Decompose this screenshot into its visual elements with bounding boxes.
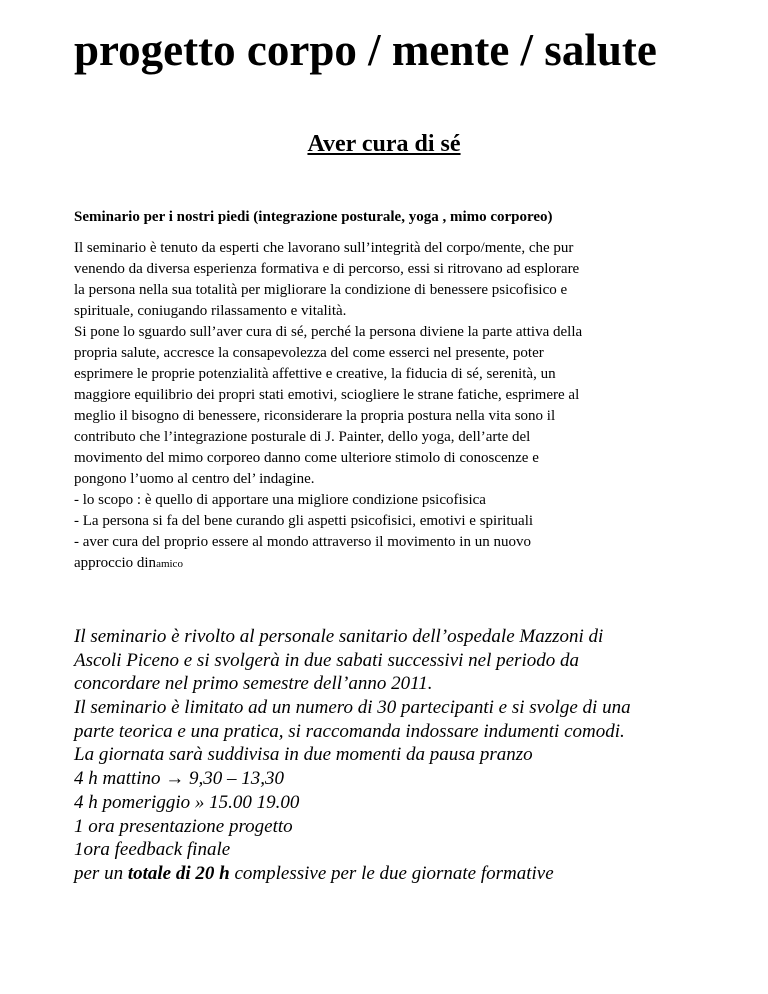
body-line: contributo che l’integrazione posturale di J. Painter, dello yoga, dell’arte del: [74, 429, 531, 445]
body-line: la persona nella sua totalità per migliorare la condizione di benessere psicofisico e: [74, 282, 568, 298]
body-line: spirituale, coniugando rilassamento e vitalità.: [74, 303, 347, 319]
detail-line: 4 h pomeriggio » 15.00 19.00: [74, 791, 300, 813]
detail-line: 1 ora presentazione progetto: [74, 815, 293, 837]
detail-line: 4 h mattino → 9,30 – 13,30: [74, 768, 285, 790]
body-line: meglio il bisogno di benessere, riconsiderare la propria postura nella vita sono il: [74, 408, 556, 424]
total-hours: totale di 20 h: [127, 862, 230, 884]
body-line: maggiore equilibrio dei propri stati emotivi, sciogliere le strane fatiche, esprimere al: [74, 387, 580, 403]
body-last-main: approccio din: [74, 555, 157, 571]
body-line: propria salute, accresce la consapevolezza del come esserci nel presente, poter: [74, 345, 544, 361]
detail-line: concordare nel primo semestre dell’anno 2011.: [74, 673, 433, 695]
body-paragraph: [74, 238, 714, 574]
body-line: venendo da diversa esperienza formativa e di percorso, essi si ritrovano ad esplorare: [74, 261, 580, 277]
body-last-small: amico: [156, 558, 183, 570]
body-line: Si pone lo sguardo sull’aver cura di sé, perché la persona diviene la parte attiva della: [74, 324, 583, 340]
seminar-heading: Seminario per i nostri piedi (integrazione posturale, yoga , mimo corporeo): [74, 209, 553, 225]
seminar-details: [74, 625, 734, 886]
detail-line: La giornata sarà suddivisa in due momenti da pausa pranzo: [74, 744, 533, 766]
body-line: - lo scopo : è quello di apportare una migliore condizione psicofisica: [74, 492, 486, 508]
detail-line: 1ora feedback finale: [74, 839, 231, 861]
body-line: pongono l’uomo al centro del’ indagine.: [74, 471, 315, 487]
detail-line: Il seminario è rivolto al personale sanitario dell’ospedale Mazzoni di: [74, 626, 604, 647]
document-title: progetto corpo / mente / salute: [74, 25, 657, 75]
detail-line: Ascoli Piceno e si svolgerà in due sabati successivi nel periodo da: [74, 649, 579, 671]
body-line: movimento del mimo corporeo danno come ulteriore stimolo di conoscenze e: [74, 450, 539, 466]
document-subtitle: Aver cura di sé: [307, 131, 461, 157]
body-line-last: [74, 553, 714, 574]
total-prefix: per un: [74, 862, 128, 884]
total-hours-line: [74, 862, 734, 886]
body-line: esprimere le proprie potenzialità affettive e creative, la fiducia di sé, serenità, un: [74, 366, 556, 382]
detail-line: parte teorica e una pratica, si raccomanda indossare indumenti comodi.: [74, 720, 625, 742]
body-line: - La persona si fa del bene curando gli aspetti psicofisici, emotivi e spirituali: [74, 513, 534, 529]
total-suffix: complessive per le due giornate formative: [229, 862, 554, 884]
body-line: - aver cura del proprio essere al mondo attraverso il movimento in un nuovo: [74, 534, 531, 550]
body-line: Il seminario è tenuto da esperti che lavorano sull’integrità del corpo/mente, che pur: [74, 240, 574, 256]
detail-line: Il seminario è limitato ad un numero di 30 partecipanti e si svolge di una: [74, 697, 631, 719]
